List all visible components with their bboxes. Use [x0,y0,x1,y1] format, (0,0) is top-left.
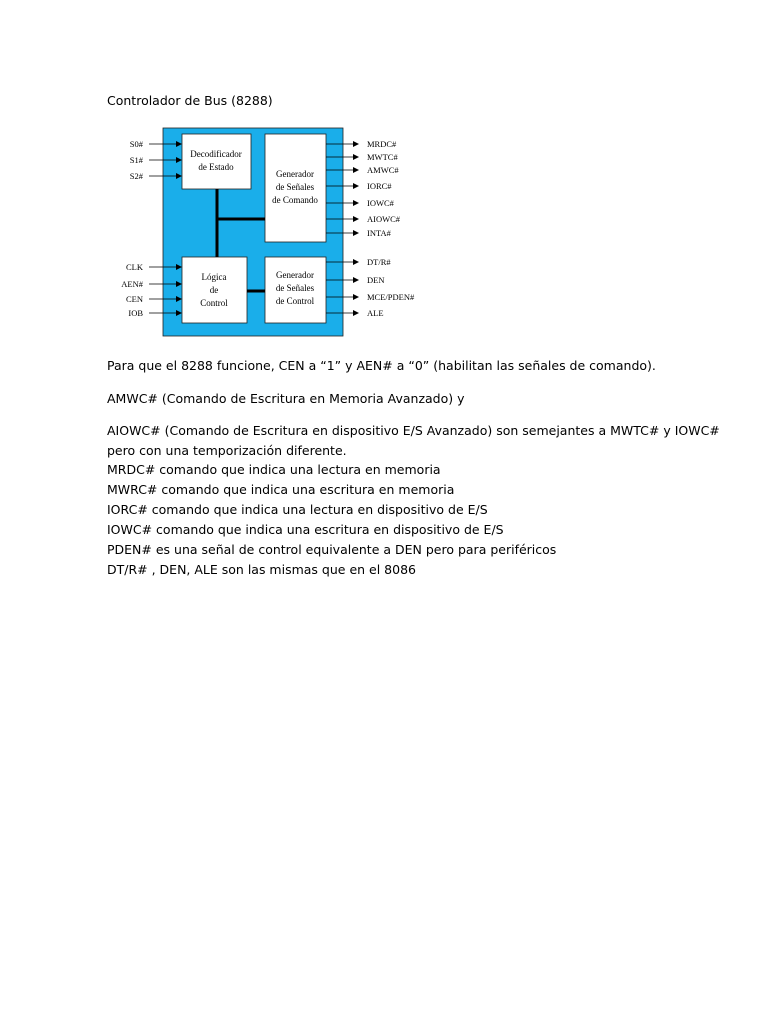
input-s0-label: S0# [129,139,143,149]
control-logic-label-2: de [209,285,219,295]
output-amwc-label: AMWC# [367,165,399,175]
command-gen-label-3: de Comando [272,195,318,205]
decoder-label-1: Decodificador [190,149,242,159]
text-line-timing: pero con una temporización diferente. [107,443,347,458]
output-mce-pden-label: MCE/PDEN# [367,292,415,302]
text-line-iowc: IOWC# comando que indica una escritura en dispositivo de E/S [107,522,504,537]
control-gen-label-1: Generador [276,270,314,280]
input-clk-label: CLK [126,262,143,272]
text-line-iorc: IORC# comando que indica una lectura en dispositivo de E/S [107,502,488,517]
command-gen-label-1: Generador [276,169,314,179]
input-s2-label: S2# [129,171,143,181]
text-line-pden: PDEN# es una señal de control equivalente a DEN pero para periféricos [107,542,557,557]
decoder-label-2: de Estado [198,162,234,172]
output-den-label: DEN [367,275,385,285]
output-aiowc-label: AIOWC# [367,214,401,224]
input-iob-label: IOB [128,308,143,318]
text-line-mrdc: MRDC# comando que indica una lectura en memoria [107,462,441,477]
output-dtr-label: DT/R# [367,257,391,267]
control-logic-label-3: Control [200,298,228,308]
output-mwtc-label: MWTC# [367,152,398,162]
text-line-mwrc: MWRC# comando que indica una escritura en memoria [107,482,455,497]
document-title: Controlador de Bus (8288) [107,93,273,108]
paragraph-cen-aen: Para que el 8288 funcione, CEN a “1” y AEN# a “0” (habilitan las señales de comando). [107,358,656,373]
control-gen-label-3: de Control [275,296,315,306]
output-iowc-label: IOWC# [367,198,394,208]
output-iorc-label: IORC# [367,181,392,191]
command-gen-label-2: de Señales [275,182,315,192]
input-aen-label: AEN# [121,279,143,289]
output-ale-label: ALE [367,308,384,318]
input-cen-label: CEN [126,294,143,304]
input-s1-label: S1# [129,155,143,165]
text-line-dtr-den-ale: DT/R# , DEN, ALE son las mismas que en el 8086 [107,562,416,577]
control-gen-label-2: de Señales [275,283,315,293]
text-line-aiowc: AIOWC# (Comando de Escritura en dispositivo E/S Avanzado) son semejantes a MWTC# y IOWC# [107,423,720,438]
paragraph-amwc: AMWC# (Comando de Escritura en Memoria Avanzado) y [107,391,465,406]
output-mrdc-label: MRDC# [367,139,397,149]
output-inta-label: INTA# [367,228,391,238]
control-logic-label-1: Lógica [201,272,227,282]
